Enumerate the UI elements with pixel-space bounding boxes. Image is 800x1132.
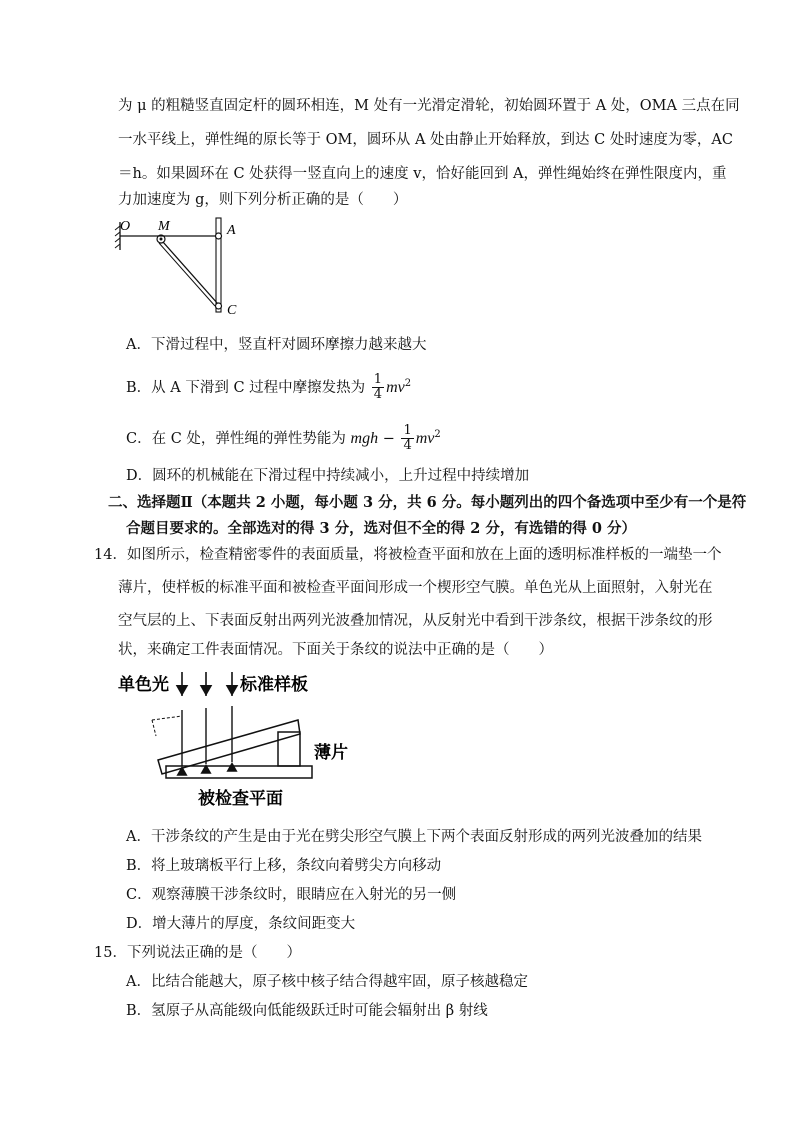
q14-stem-line-2: 薄片，使样板的标准平面和被检查平面间形成一个楔形空气膜。单色光从上面照射，入射光在: [118, 580, 713, 596]
label-o: O: [120, 219, 131, 234]
q13-stem-line-2: 一水平线上，弹性绳的原长等于 OM，圆环从 A 处由静止开始释放，到达 C 处时速度为零，AC: [118, 132, 733, 148]
label-m: M: [158, 219, 170, 234]
q13-option-a: A．下滑过程中，竖直杆对圆环摩擦力越来越大: [126, 337, 427, 353]
label-monochromatic-light: 单色光: [118, 675, 169, 694]
mv-term: mv: [386, 378, 405, 396]
q14-stem-line-4: 状，来确定工件表面情况。下面关于条纹的说法中正确的是（ ）: [118, 642, 553, 658]
q14-option-d: D．增大薄片的厚度，条纹间距变大: [126, 916, 356, 932]
section-2-heading-line-1: 二、选择题Ⅱ（本题共 2 小题，每小题 3 分，共 6 分。每小题列出的四个备选项中至少有一个是符: [108, 494, 747, 511]
label-shim: 薄片: [314, 743, 348, 762]
q13-option-b: [126, 367, 411, 405]
q13-stem-line-3: ＝h。如果圆环在 C 处获得一竖直向上的速度 v，恰好能回到 A，弹性绳始终在弹性限度内，重: [118, 166, 727, 182]
q13-option-b-text: B．从 A 下滑到 C 过程中摩擦发热为: [126, 379, 366, 396]
fraction-quarter: $\frac{1}{4}$: [403, 423, 412, 454]
label-c: C: [227, 303, 237, 318]
label-standard-plate: 标准样板: [240, 675, 308, 694]
q14-stem-line-1: 14．如图所示，检查精密零件的表面质量，将被检查平面和放在上面的透明标准样板的一端垫一个: [94, 547, 722, 563]
label-inspected-surface: 被检查平面: [198, 789, 283, 808]
fraction-quarter: $\frac{1}{4}$: [373, 372, 383, 403]
section-2-heading-line-2: 合题目要求的。全部选对的得 3 分，选对但不全的得 2 分，有选错的得 0 分）: [126, 520, 637, 537]
q13-option-d: D．圆环的机械能在下滑过程中持续减小，上升过程中持续增加: [126, 468, 530, 484]
q13-option-c: [126, 418, 441, 456]
minus-sign: −: [382, 430, 395, 447]
mv-term: mv: [415, 429, 435, 447]
q15-option-b: B．氢原子从高能级向低能级跃迁时可能会辐射出 β 射线: [126, 1003, 488, 1019]
q13-option-c-text: C．在 C 处，弹性绳的弹性势能为: [126, 430, 346, 447]
exponent: 2: [434, 429, 441, 440]
q15-stem: 15．下列说法正确的是（ ）: [94, 945, 301, 961]
q14-option-a: A．干涉条纹的产生是由于光在劈尖形空气膜上下两个表面反射形成的两列光波叠加的结果: [126, 829, 702, 845]
q14-figure: [112, 666, 372, 812]
q14-stem-line-3: 空气层的上、下表面反射出两列光波叠加情况，从反射光中看到干涉条纹，根据干涉条纹的形: [118, 613, 713, 629]
label-a: A: [227, 223, 236, 238]
q14-option-c: C．观察薄膜干涉条纹时，眼睛应在入射光的另一侧: [126, 887, 457, 903]
q15-option-a: A．比结合能越大，原子核中核子结合得越牢固，原子核越稳定: [126, 974, 528, 990]
q14-option-b: B．将上玻璃板平行上移，条纹向着劈尖方向移动: [126, 858, 442, 874]
exponent: 2: [404, 378, 412, 389]
q13-stem-line-4: 力加速度为 g，则下列分析正确的是（ ）: [118, 192, 408, 208]
mgh-term: mgh: [350, 429, 379, 447]
q13-figure: [108, 214, 248, 318]
q13-stem-line-1: 为 μ 的粗糙竖直固定杆的圆环相连，M 处有一光滑定滑轮，初始圆环置于 A 处，OMA 三点在同: [118, 98, 740, 114]
